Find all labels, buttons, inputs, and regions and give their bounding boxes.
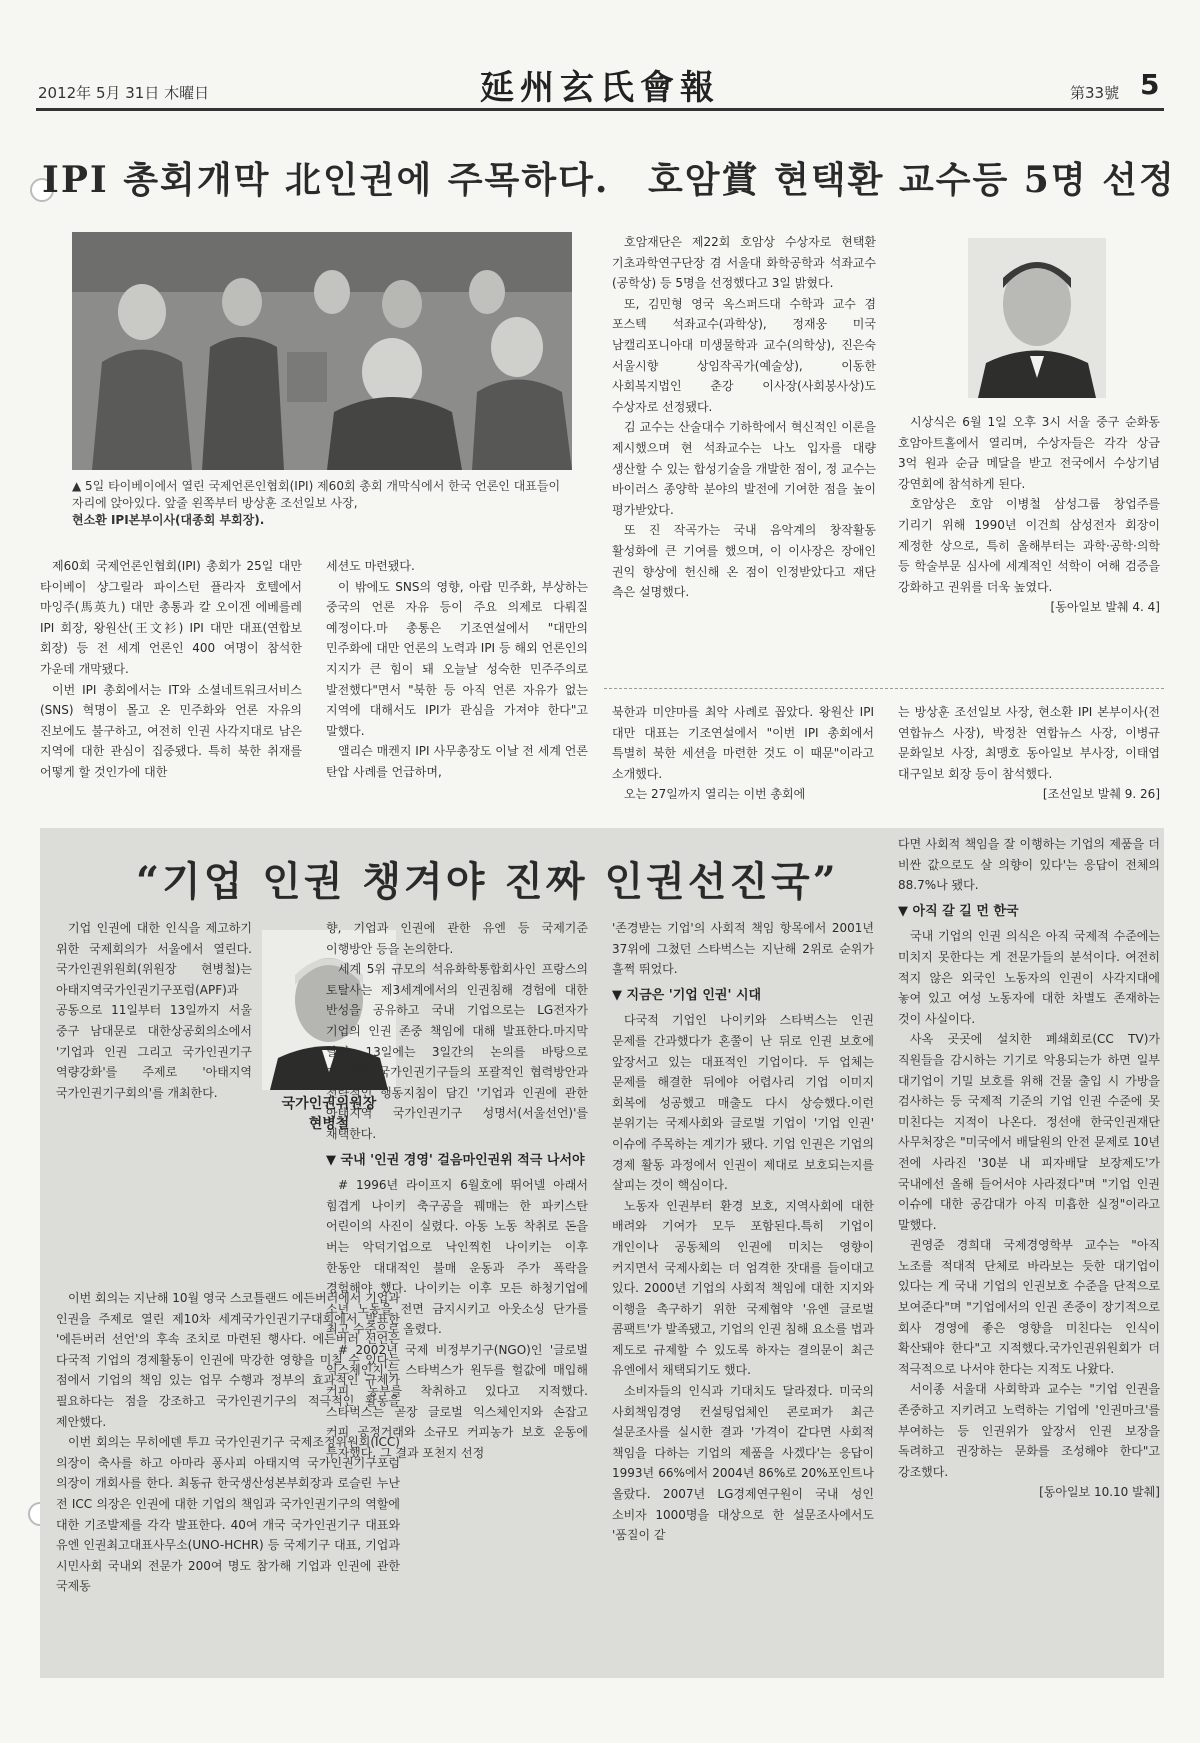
rights-col3-para-1: '존경받는 기업'의 사회적 책임 항목에서 2001년 37위에 그쳤던 스타벅스는 지난해 2위로 순위가 훌쩍 뛰었다. bbox=[612, 921, 874, 977]
ipi-para-7: 오는 27일까지 열리는 이번 총회에 bbox=[624, 787, 806, 802]
rights-col2-para-3: # 1996년 라이프지 6월호에 뛰어넬 아래서 힘겹게 나이키 축구공을 꿰매는 한 파키스탄 어린이의 사진이 실렸다. 아동 노동 착취로 돈을 버는 악덕기업으로 낙인찍힌 나이키는 이후 한동안 대대적인 불매 운동과 주가 폭락을 경험해야 했다. 나이키는 이후 모든 하청기업에 소년 노동을 전면 금지시키고 아웃소싱 단가를 최고 수준으로 올렸다. bbox=[326, 1178, 588, 1337]
issue-number: 第33號 bbox=[1070, 84, 1120, 102]
delegates-photo-illustration bbox=[72, 232, 572, 470]
rights-column-1 bbox=[56, 918, 252, 1288]
rights-col4-para-4: 권영준 경희대 국제경영학부 교수는 "아직 노조를 적대적 단체로 바라보는 듯한 대기업이 있다는 게 국내 기업의 인권보호 수준을 단적으로 보여준다"며 "기업에서의 인권 존중이 장기적으로 회사 경영에 좋은 영향을 미친다는 인식이 확산돼야 한다"고 지적했다.국가인권위원회가 더 적극적으로 나서야 한다는 지적도 나왔다. bbox=[898, 1238, 1160, 1376]
rights-col4-para-1: 다면 사회적 책임을 잘 이행하는 기업의 제품을 더 비싼 값으로도 살 의향이 있다'는 응답이 전체의 88.7%나 됐다. bbox=[898, 837, 1160, 893]
rights-col1-para-2: 이번 회의는 지난해 10월 영국 스코틀랜드 에든버러에서 기업과 인권을 주제로 열린 제10차 세계국가인권기구대회에서 발표한 '에든버러 선언'의 후속 조치로 마련된 행사다. 에든버러 선언은 다국적 기업의 경제활동이 인권에 막강한 영향을 미칠 수 있다는 점에서 기업의 책임 있는 업무 수행과 정부의 효과적인 규제가 필요하다는 점을 강조하고 국가인권기구의 적극적인 활동을 제안했다. bbox=[56, 1291, 400, 1429]
rights-col2-para-1: 향, 기업과 인권에 관한 유엔 등 국제기준 이행방안 등을 논의한다. bbox=[326, 921, 588, 956]
ipi-source: [조선일보 발췌 9. 26] bbox=[1042, 787, 1160, 802]
rights-column-2 bbox=[326, 918, 588, 1668]
section-divider bbox=[604, 688, 1164, 689]
rights-col2-para-2: 세계 5위 규모의 석유화학통합회사인 프랑스의 토탈사는 제3세계에서의 인권침해 경험에 대한 반성을 공유하고 국내 기업으로는 LG전자가 기업의 인권 존중 책임에 대해 발표한다.마지막 날인 13일에는 3일간의 논의를 바탕으로 아태지역 국가인권기구들의 포괄적인 협력방안과 전략적인 행동지침이 담긴 '기업과 인권에 관한 아태지역 국가인권기구 성명서(서울선언)'를 채택한다. bbox=[326, 962, 588, 1141]
portrait-illustration bbox=[968, 238, 1106, 398]
rights-col4-para-2: 국내 기업의 인권 의식은 아직 국제적 수준에는 미치지 못한다는 게 전문가들의 분석이다. 여전히 적지 않은 외국인 노동자의 인권이 사각지대에 놓여 있고 여성 노동자에 대한 차별도 존재하는 것이 사실이다. bbox=[898, 929, 1160, 1026]
portrait-title: 국가인권위원장 bbox=[281, 1096, 377, 1112]
ipi-photo bbox=[72, 232, 572, 470]
caption-name: 현소환 IPI본부이사(대종회 부회장). bbox=[72, 513, 265, 527]
rights-col1-para-1: 기업 인권에 대한 인식을 제고하기 위한 국제회의가 서울에서 열린다. 국가인권위원회(위원장 현병철)는 아태지역국가인권기구포럼(APF)과 공동으로 11일부터 13일까지 서울 중구 남대문로 대한상공회의소에서 '기업과 인권 그리고 국가인권기구 역량강화'를 주제로 '아태지역 국가인권기구회의'를 개최한다. bbox=[56, 921, 252, 1100]
rights-col2-para-4: # 2002년 국제 비정부기구(NGO)인 '글로벌 익스체인지'는 스타벅스가 원두를 헐값에 매입해 커피 농부를 착취하고 있다고 지적했다. 스타벅스는 곧장 글로벌 익스체인지와 손잡고 커피 공정거래와 소규모 커피농가 보호 운동에 투자했다. 그 결과 포천지 선정 bbox=[326, 1342, 588, 1460]
newspaper-name: 延州玄氏會報 bbox=[480, 68, 720, 108]
ipi-para-1: 제60회 국제언론인협회(IPI) 총회가 25일 대만 타이베이 샹그릴라 파이스턴 플라자 호텔에서 마잉주(馬英九) 대만 총통과 칼 오이겐 에베를레 IPI 회장, 왕원산(王文衫) IPI 대만 대표(연합보 회장) 등 전 세계 언론인 400 여명이 참석한 가운데 개막됐다. bbox=[40, 559, 302, 676]
rights-source: [동아일보 10.10 발췌] bbox=[1039, 1485, 1160, 1500]
ipi-para-4: 이 밖에도 SNS의 영향, 아랍 민주화, 부상하는 중국의 언론 자유 등이 주요 의제로 다뤄질 예정이다.마 총통은 기조연설에서 "대만의 민주화에 대만 언론의 노력과 IPI 등 해외 언론인의 지지가 큰 힘이 돼 오늘날 성숙한 민주주의로 발전했다"면서 "북한 등 아직 언론 자유가 없는 지역에 대해서도 IPI가 관심을 가져야 한다"고 말했다. bbox=[326, 579, 588, 738]
hoam-headline: 호암賞 현택환 교수등 5명 선정 bbox=[648, 159, 1176, 201]
rights-col4-para-3: 사옥 곳곳에 설치한 폐쇄회로(CC TV)가 직원들을 감시하는 기기로 악용되는가 하면 일부 대기업이 기밀 보호를 위해 건물 출입 시 가방을 검사하는 등 국제적 기준의 기업 인권 수준에 못 미친다는 지적이 나온다. 정선애 한국인권재단 사무처장은 "미국에서 배달원의 안전 문제로 10년 전에 사라진 '30분 내 피자배달 보장제도'가 국내에선 올해 들어서야 사라졌다"며 "기업 인권 이슈에 대한 공감대가 아직 미흡한 실정"이라고 말했다. bbox=[898, 1032, 1160, 1232]
issue-date: 2012年 5月 31日 木曜日 bbox=[38, 84, 210, 102]
ipi-column-2 bbox=[326, 556, 588, 818]
portrait-name: 현병철 bbox=[308, 1116, 350, 1132]
page-number: 5 bbox=[1140, 68, 1160, 101]
rights-col3-para-3: 노동자 인권부터 환경 보호, 지역사회에 대한 배려와 기여가 모두 포함된다.특히 기업이 개인이나 공동체의 인권에 미치는 영향이 커지면서 국제사회는 더 엄격한 잣대를 들이대고 있다. 2000년 기업의 사회적 책임에 대한 지지와 이행을 촉구하기 위한 국제협약 '유엔 글로벌 콤팩트'가 발족됐고, 기업의 인권 침해 요소를 법과 제도로 규제할 수 있도록 하자는 결의문이 최근 유엔에서 채택되기도 했다. bbox=[612, 1198, 874, 1378]
ipi-para-3: 세션도 마련됐다. bbox=[326, 559, 415, 573]
ipi-photo-caption bbox=[72, 478, 572, 529]
hoam-column-2 bbox=[898, 412, 1160, 676]
ipi-para-6: 북한과 미얀마를 최악 사례로 꼽았다. 왕원산 IPI 대만 대표는 기조연설에서 "이번 IPI 총회에서 특별히 북한 세션을 마련한 것도 이 때문"이라고 소개했다. bbox=[612, 705, 874, 781]
rights-headline-box bbox=[40, 828, 884, 918]
rights-subhead-1: ▼ 국내 '인권 경영' 걸음마인권위 적극 나서야 bbox=[326, 1152, 585, 1168]
rights-col4-para-5: 서이종 서울대 사회학과 교수는 "기업 인권을 존중하고 지키려고 노력하는 기업에 '인권마크'를 부여하는 등 인권위가 앞장서 인권 보장을 독려하고 권장하는 문화를 조성해야 한다"고 강조했다. bbox=[898, 1382, 1160, 1479]
hoam-column-1 bbox=[612, 232, 876, 676]
rights-col3-para-4: 소비자들의 인식과 기대치도 달라졌다. 미국의 사회책임경영 컨설팅업체인 콘로퍼가 최근 설문조사를 실시한 결과 '가격이 같다면 사회적 책임을 다하는 기업의 제품을 사겠다'는 응답이 1993년 66%에서 2004년 86%로 20%포인트나 올랐다. 2007년 LG경제연구원이 국내 성인 소비자 1000명을 대상으로 한 설문조사에서도 '품질이 같 bbox=[612, 1384, 874, 1543]
rights-col3-para-2: 다국적 기업인 나이키와 스타벅스는 인권 문제를 간과했다가 혼쭐이 난 뒤로 인권 보호에 앞장서고 있는 대표적인 기업이다. 두 업체는 문제를 해결한 뒤에야 어렵사리 기업 이미지 회복에 성공했고 매출도 다시 상승했다.이런 분위기는 국제사회와 글로벌 기업이 '기업 인권' 이슈에 주목하는 계기가 됐다. 기업 인권은 기업의 경제 활동 과정에서 인권이 제대로 보호되는지를 살피는 것이 핵심이다. bbox=[612, 1013, 874, 1193]
ipi-para-2: 이번 IPI 총회에서는 IT와 소셜네트워크서비스(SNS) 혁명이 몰고 온 민주화와 언론 자유의 진보에도 불구하고, 여전히 인권 사각지대로 남은 지역에 대한 관심이 집중됐다. 특히 북한 취재를 어떻게 할 것인가에 대한 bbox=[40, 682, 302, 779]
hoam-para-4: 또 진 작곡가는 국내 음악계의 창작활동 활성화에 큰 기여를 했으며, 이 이사장은 장애인 권익 향상에 헌신해 온 점이 인정받았다고 재단 측은 설명했다. bbox=[612, 523, 876, 600]
rights-column-3 bbox=[612, 918, 874, 1668]
hoam-portrait bbox=[968, 238, 1106, 398]
hoam-para-1: 호암재단은 제22회 호암상 수상자로 현택환 기초과학연구단장 겸 서울대 화학공학과 석좌교수(공학상) 등 5명을 선정했다고 3일 밝혔다. bbox=[612, 235, 876, 291]
hoam-para-2: 또, 김민형 영국 옥스퍼드대 수학과 교수 겸 포스텍 석좌교수(과학상), 정재웅 미국 남캘리포니아대 미생물학과 교수(의학상), 진은숙 서울시향 상임작곡가(예술상), 이동한 사회복지법인 춘강 이사장(사회봉사상)도 수상자로 선정됐다. bbox=[612, 296, 876, 414]
ipi-para-8: 는 방상훈 조선일보 사장, 현소환 IPI 본부이사(전 연합뉴스 사장), 박정찬 연합뉴스 사장, 이병규 문화일보 사장, 최맹호 동아일보 부사장, 이태엽 대구일보 회장 등이 참석했다. bbox=[898, 705, 1160, 781]
caption-text: ▲ 5일 타이베이에서 열린 국제언론인협회(IPI) 제60회 총회 개막식에서 한국 언론인 대표들이 자리에 앉아있다. 앞줄 왼쪽부터 방상훈 조선일보 사장, bbox=[72, 479, 561, 510]
rights-subhead-3: ▼ 아직 갈 길 먼 한국 bbox=[898, 903, 1019, 919]
hoam-source: [동아일보 발췌 4. 4] bbox=[1050, 600, 1160, 615]
ipi-column-1 bbox=[40, 556, 302, 818]
ipi-column-3 bbox=[612, 702, 874, 818]
hoam-para-5: 시상식은 6월 1일 오후 3시 서울 중구 순화동 호암아트홀에서 열리며, 수상자들은 각각 상금 3억 원과 순금 메달을 받고 전국에서 수상기념 강연회에 참석하게 된다. bbox=[898, 415, 1160, 491]
rights-column-4 bbox=[898, 834, 1160, 1668]
rights-subhead-2: ▼ 지금은 '기업 인권' 시대 bbox=[612, 987, 762, 1003]
ipi-headline: IPI 총회개막 北인권에 주목하다. bbox=[42, 159, 610, 201]
rights-headline: “기업 인권 챙겨야 진짜 인권선진국” bbox=[136, 858, 839, 905]
masthead-rule bbox=[36, 108, 1164, 111]
ipi-para-5: 앨리슨 매켄지 IPI 사무총장도 이날 전 세계 언론 탄압 사례를 언급하며, bbox=[326, 744, 588, 779]
hoam-para-6: 호암상은 호암 이병철 삼성그룹 창업주를 기리기 위해 1990년 이건희 삼성전자 회장이 제정한 상으로, 특히 올해부터는 과학·공학·의학 등 학술부문 심사에 세계적인 석학이 여해 검증을 강화하고 권위를 더욱 높였다. bbox=[898, 497, 1160, 594]
rights-col1-para-3: 이번 회의는 무히에덴 투끄 국가인권기구 국제조정위원회(ICC) 의장이 축사를 하고 아마라 퐁사피 아태지역 국가인권기구포럼 의장이 개회사를 한다. 최동규 한국생산성본부회장과 로슬린 누난 전 ICC 의장은 인권에 대한 기업의 책임과 국가인권기구의 역할에 대한 기조발제를 각각 발표한다. 40여 개국 국가인권기구 대표와 유엔 인권최고대표사무소(UNO-HCHR) 등 국제기구 대표, 기업과 시민사회 국내외 전문가 200여 명도 참가해 기업과 인권에 관한 국제동 bbox=[56, 1435, 400, 1594]
ipi-column-4 bbox=[898, 702, 1160, 818]
hoam-para-3: 김 교수는 산술대수 기하학에서 혁신적인 이론을 제시했으며 현 석좌교수는 나노 입자를 대량 생산할 수 있는 합성기술을 개발한 점이, 정 교수는 바이러스 종양학 분야의 발전에 기여한 점을 높이 평가받았다. bbox=[612, 420, 876, 517]
